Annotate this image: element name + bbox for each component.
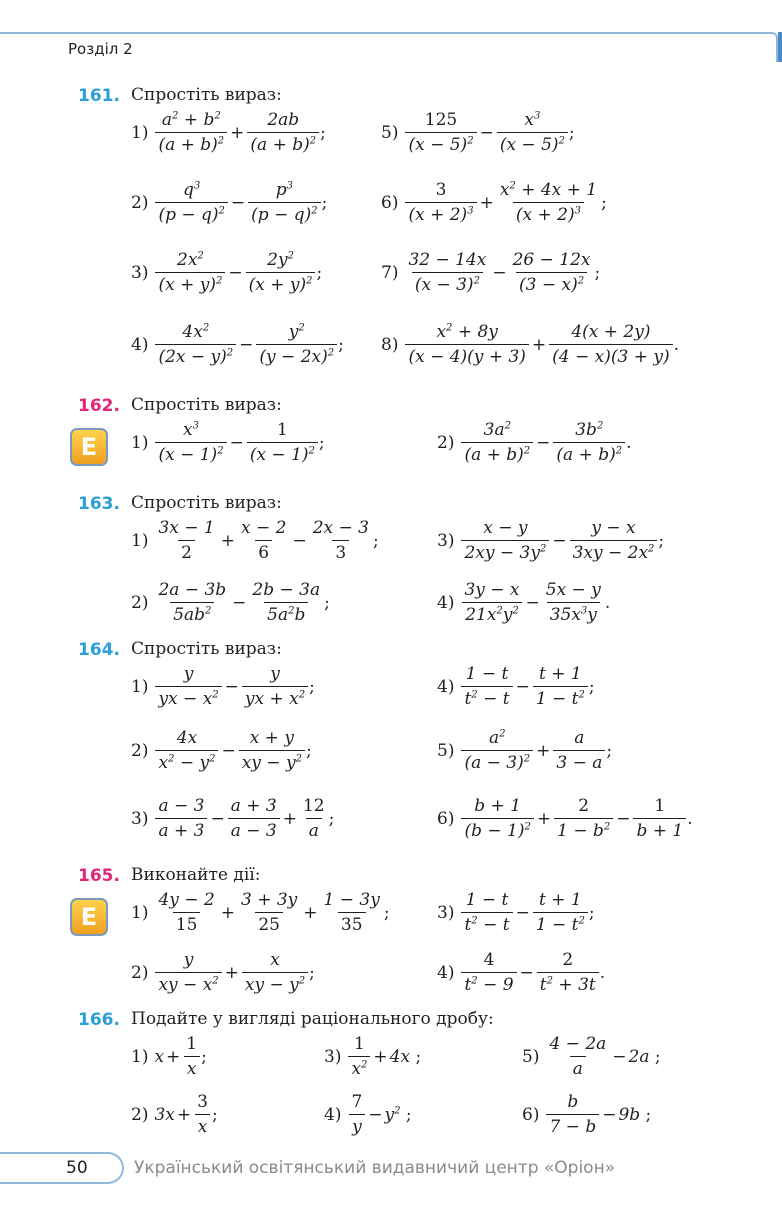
task-164-4: 4) $\frac{1 - t}{t^2 - t}$ − $\frac{t + 1}{1 - t^2}$ ; — [437, 664, 595, 709]
exercise-number: 161. — [78, 86, 120, 106]
publisher-credit: Український освітянський видавничий центр «Оріон» — [134, 1158, 616, 1178]
header-accent — [778, 32, 782, 62]
exercise-number: 165. — [78, 866, 120, 886]
task-161-2: 2) $\frac{q^3}{(p - q)^2}$ − $\frac{p^3}{(p - q)^2}$ ; — [131, 180, 328, 225]
task-164-3: 3) $\frac{a - 3}{a + 3}$ − $\frac{a + 3}{a - 3}$ + $\frac{12}{a}$ ; — [131, 796, 335, 841]
exercise-number: 166. — [78, 1010, 120, 1030]
task-165-1: 1) $\frac{4y - 2}{15}$ + $\frac{3 + 3y}{25}$ + $\frac{1 - 3y}{35}$ ; — [131, 890, 390, 935]
task-166-5: 5) $\frac{4 - 2a}{a}$ − 2a ; — [522, 1034, 661, 1079]
exercise-title: Спростіть вираз: — [131, 493, 282, 513]
exercise-number: 163. — [78, 494, 120, 514]
task-161-6: 6) $\frac{3}{(x + 2)^3}$ + $\frac{x^2 + 4x + 1}{(x + 2)^3}$ ; — [381, 180, 607, 225]
task-166-1: 1) x + $\frac{1}{x}$ ; — [131, 1034, 207, 1079]
exercise-number: 164. — [78, 640, 120, 660]
exercise-title: Спростіть вираз: — [131, 639, 282, 659]
task-164-1: 1) $\frac{y}{yx - x^2}$ − $\frac{y}{yx + x^2}$ ; — [131, 664, 315, 709]
task-166-4: 4) $\frac{7}{y}$ − $y^2$ ; — [324, 1092, 412, 1137]
footer-tab — [0, 1152, 124, 1184]
task-161-5: 5) $\frac{125}{(x - 5)^2}$ − $\frac{x^3}{(x - 5)^2}$ ; — [381, 110, 575, 155]
task-161-3: 3) $\frac{2x^2}{(x + y)^2}$ − $\frac{2y^2}{(x + y)^2}$ ; — [131, 250, 323, 295]
task-162-1: 1) $\frac{x^3}{(x - 1)^2}$ − $\frac{1}{(x - 1)^2}$ ; — [131, 420, 325, 465]
exercise-title: Подайте у вигляді раціонального дробу: — [131, 1009, 494, 1029]
task-162-2: 2) $\frac{3a^2}{(a + b)^2}$ − $\frac{3b^2}{(a + b)^2}$ . — [437, 420, 632, 465]
task-165-3: 3) $\frac{1 - t}{t^2 - t}$ − $\frac{t + 1}{1 - t^2}$ ; — [437, 890, 595, 935]
e-level-badge: Е — [70, 428, 108, 466]
task-161-1: 1) $\frac{a^2 + b^2}{(a + b)^2}$ + $\frac{2ab}{(a + b)^2}$ ; — [131, 110, 326, 155]
exercise-title: Спростіть вираз: — [131, 85, 282, 105]
task-163-2: 2) $\frac{2a - 3b}{5ab^2}$ − $\frac{2b - 3a}{5a^2b}$ ; — [131, 580, 330, 625]
task-163-3: 3) $\frac{x - y}{2xy - 3y^2}$ − $\frac{y - x}{3xy - 2x^2}$ ; — [437, 518, 665, 563]
task-163-4: 4) $\frac{3y - x}{21x^2y^2}$ − $\frac{5x - y}{35x^3y}$ . — [437, 580, 611, 625]
task-164-6: 6) $\frac{b + 1}{(b - 1)^2}$ + $\frac{2}{1 - b^2}$ − $\frac{1}{b + 1}$ . — [437, 796, 693, 841]
task-161-8: 8) $\frac{x^2 + 8y}{(x - 4)(y + 3)}$ + $\frac{4(x + 2y)}{(4 - x)(3 + y)}$ . — [381, 322, 680, 367]
task-165-4: 4) $\frac{4}{t^2 - 9}$ − $\frac{2}{t^2 + 3t}$ . — [437, 950, 606, 995]
section-label: Розділ 2 — [68, 40, 133, 58]
exercise-title: Виконайте дії: — [131, 865, 261, 885]
e-level-badge: Е — [70, 898, 108, 936]
page-number: 50 — [66, 1158, 88, 1178]
task-164-5: 5) $\frac{a^2}{(a - 3)^2}$ + $\frac{a}{3 - a}$ ; — [437, 728, 613, 773]
task-166-2: 2) 3x + $\frac{3}{x}$ ; — [131, 1092, 218, 1137]
exercise-title: Спростіть вираз: — [131, 395, 282, 415]
task-161-7: 7) $\frac{32 - 14x}{(x - 3)^2}$ − $\frac{26 - 12x}{(3 - x)^2}$ ; — [381, 250, 601, 295]
exercise-number: 162. — [78, 396, 120, 416]
task-166-6: 6) $\frac{b}{7 - b}$ − 9b ; — [522, 1092, 652, 1137]
task-165-2: 2) $\frac{y}{xy - x^2}$ + $\frac{x}{xy - y^2}$ ; — [131, 950, 315, 995]
task-163-1: 1) $\frac{3x - 1}{2}$ + $\frac{x - 2}{6}$ − $\frac{2x - 3}{3}$ ; — [131, 518, 379, 563]
task-164-2: 2) $\frac{4x}{x^2 - y^2}$ − $\frac{x + y}{xy - y^2}$ ; — [131, 728, 312, 773]
task-166-3: 3) $\frac{1}{x^2}$ + 4x ; — [324, 1034, 422, 1079]
task-161-4: 4) $\frac{4x^2}{(2x - y)^2}$ − $\frac{y^2}{(y - 2x)^2}$ ; — [131, 322, 344, 367]
